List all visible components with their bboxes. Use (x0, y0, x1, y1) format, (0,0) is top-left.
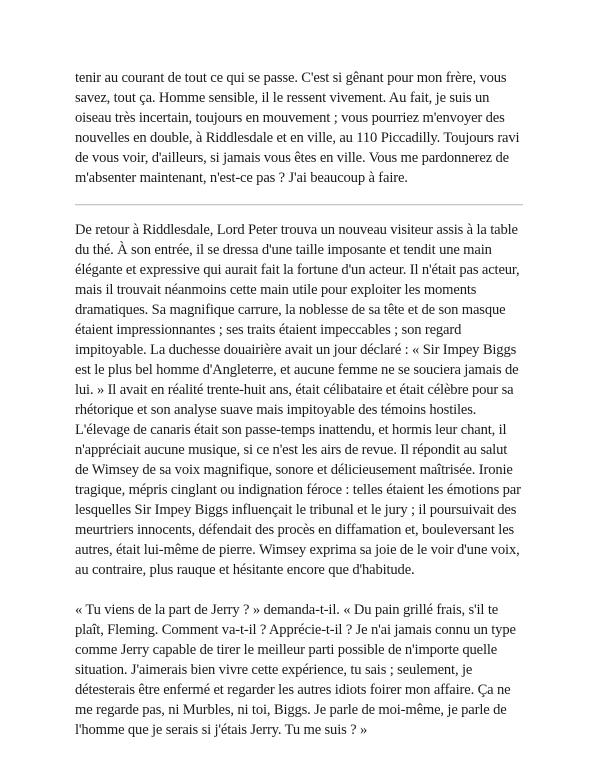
paragraph-1: tenir au courant de tout ce qui se passe. C'est si gênant pour mon frère, vous savez, tout ça. Homme sensible, il le ressent vivement. Au fait, je suis un oiseau très incertain, toujours en mouvement ; vous pourriez m'envoyer des nouvelles en double, à Riddlesdale et en ville, au 110 Piccadilly. Toujours ravi de vous voir, d'ailleurs, si jamais vous êtes en ville. Vous me pardonnerez de m'absenter maintenant, n'est-ce pas ? J'ai beaucoup à faire. (75, 70, 520, 186)
paragraph-3: « Tu viens de la part de Jerry ? » demanda-t-il. « Du pain grillé frais, s'il te plaît, Fleming. Comment va-t-il ? Apprécie-t-il ? Je n'ai jamais connu un type comme Jerry capable de tirer le meilleur parti possible de n'importe quelle situation. J'aimerais bien vivre cette expérience, tu sais ; seulement, je détesterais être enfermé et regarder les autres idiots foirer mon affaire. Ça ne me regarde pas, ni Murbles, ni toi, Biggs. Je parle de moi-même, je parle de l'homme que je serais si j'étais Jerry. Tu me suis ? » (75, 602, 516, 738)
document-page (75, 68, 523, 740)
paragraph-2: De retour à Riddlesdale, Lord Peter trouva un nouveau visiteur assis à la table du thé. À son entrée, il se dressa d'une taille imposante et tendit une main élégante et expressive qui aurait fait la fortune d'un acteur. Il n'était pas acteur, mais il trouvait néanmoins cette main utile pour exploiter les moments dramatiques. Sa magnifique carrure, la noblesse de sa tête et de son masque étaient impressionnantes ; ses traits étaient impeccables ; son regard impitoyable. La duchesse douairière avait un jour déclaré : « Sir Impey Biggs est le plus bel homme d'Angleterre, et aucune femme ne se souciera jamais de lui. » Il avait en réalité trente-huit ans, était célibataire et était célèbre pour sa rhétorique et son analyse suave mais impitoyable des témoins hostiles. L'élevage de canaris était son passe-temps inattendu, et hormis leur chant, il n'appréciait aucune musique, si ce n'est les airs de revue. Il répondit au salut de Wimsey de sa voix magnifique, sonore et délicieusement maîtrisée. Ironie tragique, mépris cinglant ou indignation féroce : telles étaient les émotions par lesquelles Sir Impey Biggs influençait le tribunal et le jury ; il poursuivait des meurtriers innocents, défendait des procès en diffamation et, bouleversant les autres, était lui-même de pierre. Wimsey exprima sa joie de le voir d'une voix, au contraire, plus rauque et hésitante encore que d'habitude. (75, 222, 521, 578)
section-divider (75, 204, 523, 206)
